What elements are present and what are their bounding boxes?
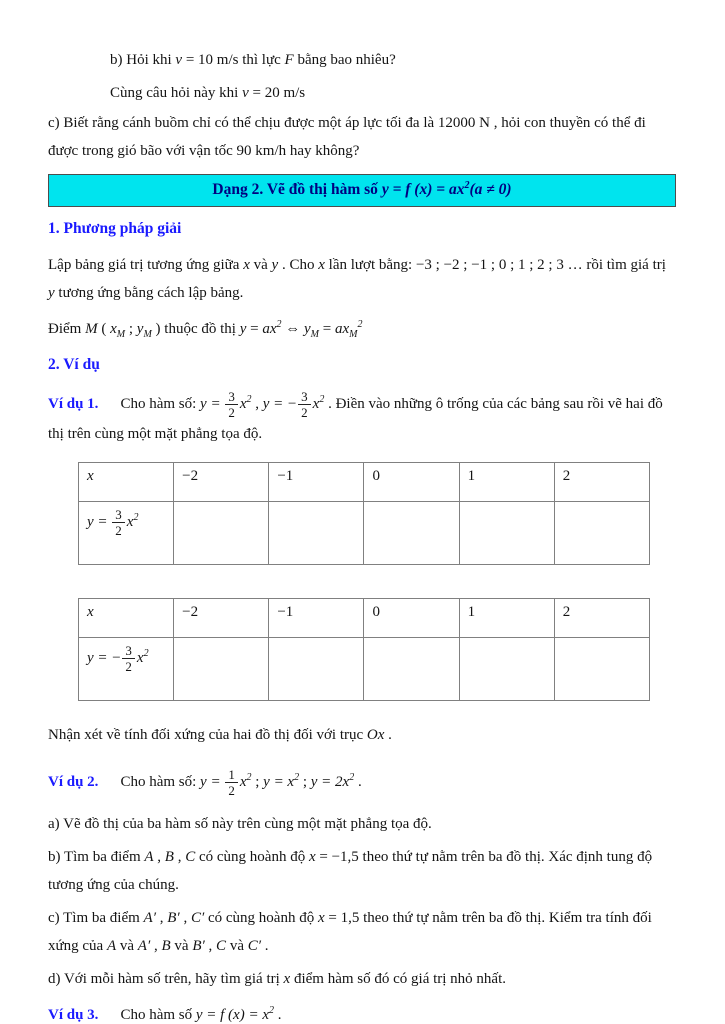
table-2-empty-cell xyxy=(174,638,269,701)
table-1-header-2: 2 xyxy=(554,463,649,502)
example-2-text: Cho hàm số: y = $\frac{1}{2}$ $x^2$ ; $y = x^2$ ; $y = 2x^2$ . xyxy=(120,767,362,798)
example-1-intro xyxy=(48,389,676,448)
table-2-header-neg1: −1 xyxy=(269,599,364,638)
table-2-header-0: 0 xyxy=(364,599,459,638)
table-2-empty-cell xyxy=(554,638,649,701)
table-2-value-row xyxy=(79,638,650,701)
problem-item-b-followup: Cùng câu hỏi này khi v = 20 m/s xyxy=(110,85,306,101)
example-2-intro xyxy=(48,767,676,798)
method-paragraph: Lập bảng giá trị tương ứng giữa x và y . Cho x lần lượt bằng: −3 ; −2 ; −1 ; 0 ; 1 ; 2 ; 3 … rồi tìm giá trị y tương ứng bằng cách lập bảng. xyxy=(48,257,666,301)
table-1-header-x: x xyxy=(79,463,174,502)
table-1-header-neg2: −2 xyxy=(174,463,269,502)
example-2-item-a: a) Vẽ đồ thị của ba hàm số này trên cùng một mặt phẳng tọa độ. xyxy=(48,816,432,832)
table-1-empty-cell xyxy=(174,502,269,565)
method-point-formula: Điểm M ( $x_M$ ; $y_M$ ) thuộc đồ thị $y = ax^2$ ⇔ $y_M = ax_M^2$ xyxy=(48,319,363,340)
table-2-header-neg2: −2 xyxy=(174,599,269,638)
table-2-formula-label: y = − $\frac{3}{2}$ $x^2$ xyxy=(79,638,174,701)
table-1-empty-cell xyxy=(364,502,459,565)
table-2-header-1: 1 xyxy=(459,599,554,638)
example-2-label: Ví dụ 2. xyxy=(48,773,99,790)
table-1-header-row xyxy=(79,463,650,502)
table-1-empty-cell xyxy=(554,502,649,565)
example-3-intro xyxy=(48,1001,676,1024)
example-2-item-d: d) Với mỗi hàm số trên, hãy tìm giá trị x điểm hàm số đó có giá trị nhỏ nhất. xyxy=(48,971,507,987)
symmetry-remark: Nhận xét về tính đối xứng của hai đồ thị đối với trục Ox . xyxy=(48,727,392,743)
example-3-text: Cho hàm số y = f $(x) = x^2$ . xyxy=(120,1005,282,1023)
value-table-2 xyxy=(78,598,650,701)
table-1-formula-label: y = $\frac{3}{2}$ $x^2$ xyxy=(79,502,174,565)
problem-item-c: c) Biết rằng cánh buồm chỉ có thể chịu được một áp lực tối đa là 12000 N , hỏi con thuyền có thể đi được trong gió bão với vận tốc 90 km/h hay không? xyxy=(48,115,646,159)
table-2-header-x: x xyxy=(79,599,174,638)
example-3-label: Ví dụ 3. xyxy=(48,1007,99,1023)
table-1-header-0: 0 xyxy=(364,463,459,502)
example-2-item-b: b) Tìm ba điểm A , B , C có cùng hoành độ x = −1,5 theo thứ tự nằm trên ba đồ thị. Xác định tung độ tương ứng của chúng. xyxy=(48,849,653,893)
table-2-empty-cell xyxy=(269,638,364,701)
table-1-empty-cell xyxy=(269,502,364,565)
table-2-header-row xyxy=(79,599,650,638)
examples-heading: 2. Ví dụ xyxy=(48,356,100,373)
example-1-label: Ví dụ 1. xyxy=(48,395,99,412)
table-2-empty-cell xyxy=(364,638,459,701)
table-1-value-row xyxy=(79,502,650,565)
method-heading: 1. Phương pháp giải xyxy=(48,220,182,237)
table-2-empty-cell xyxy=(459,638,554,701)
table-1-header-neg1: −1 xyxy=(269,463,364,502)
problem-item-b: b) Hỏi khi v = 10 m/s thì lực F bằng bao nhiêu? xyxy=(110,52,396,68)
table-1-empty-cell xyxy=(459,502,554,565)
table-1-header-1: 1 xyxy=(459,463,554,502)
example-1-text: Cho hàm số: y = $\frac{3}{2}$ $x^2$ , y = − $\frac{3}{2}$ $x^2$ . Điền vào những ô trống của các bảng sau rồi vẽ hai đồ thị trên cùng một mặt phẳng tọa độ. xyxy=(48,389,663,442)
table-2-header-2: 2 xyxy=(554,599,649,638)
example-2-item-c: c) Tìm ba điểm A′ , B′ , C′ có cùng hoành độ x = 1,5 theo thứ tự nằm trên ba đồ thị. Kiểm tra tính đối xứng của A và A′ , B và B′ , C và C′ . xyxy=(48,910,652,954)
value-table-1 xyxy=(78,462,650,565)
section-banner-dang-2: Dạng 2. Vẽ đồ thị hàm số y = f $(x) = ax^2(a \ne 0)$ xyxy=(48,174,676,207)
